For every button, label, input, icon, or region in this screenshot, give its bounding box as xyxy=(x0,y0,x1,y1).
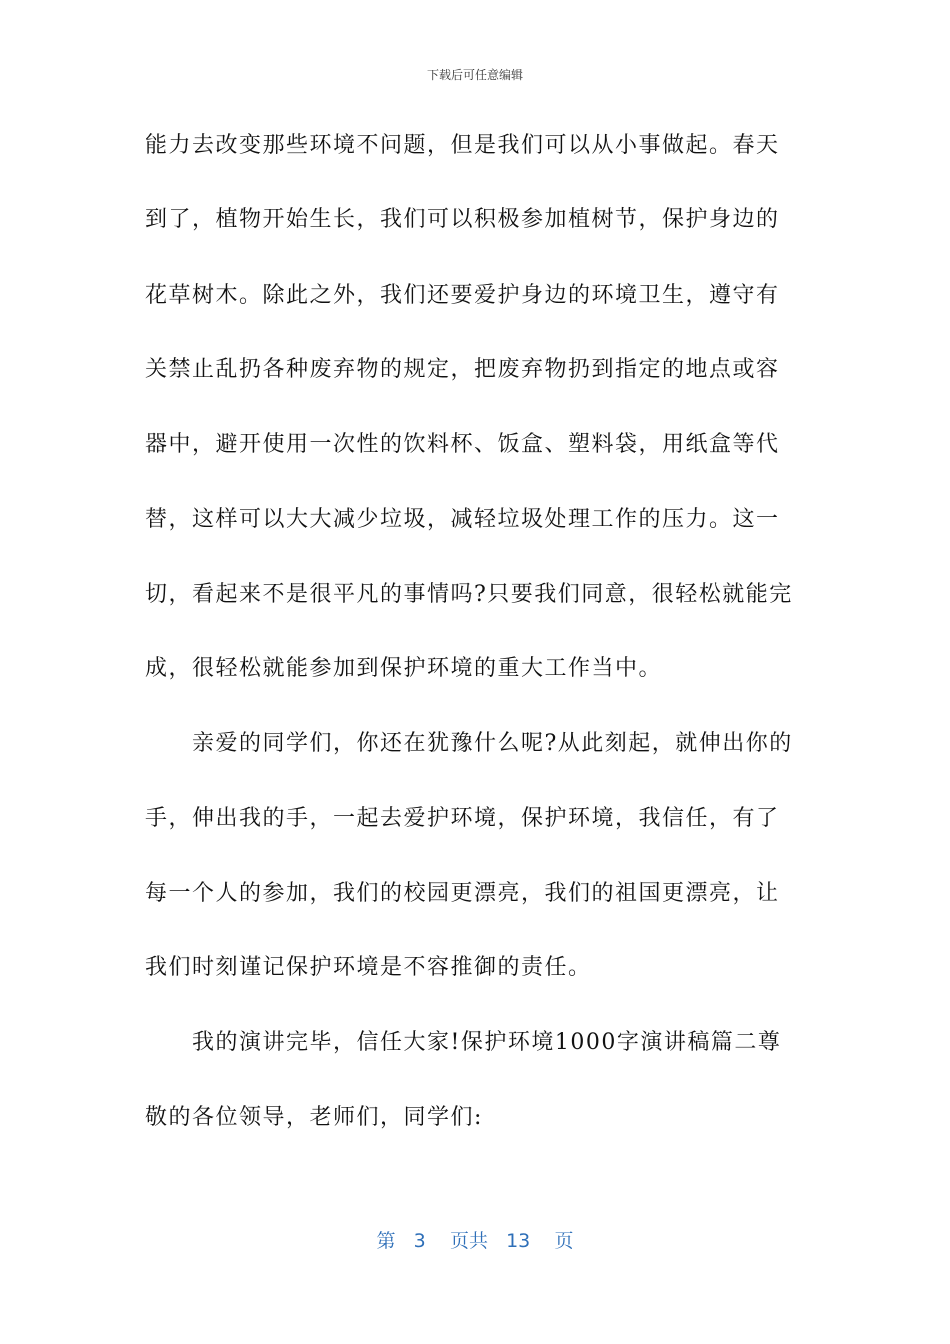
paragraph-line: 成，很轻松就能参加到保护环境的重大工作当中。 xyxy=(145,656,663,681)
paragraph-line: 关禁止乱扔各种废弃物的规定，把废弃物扔到指定的地点或容 xyxy=(145,357,780,382)
footer-suffix: 页 xyxy=(554,1230,574,1252)
header-note: 下载后可任意编辑 xyxy=(426,68,523,82)
paragraph-line: 到了，植物开始生长，我们可以积极参加植树节，保护身边的 xyxy=(145,207,780,232)
paragraph-line: 敬的各位领导，老师们，同学们: xyxy=(145,1105,483,1130)
paragraph-line: 手，伸出我的手，一起去爱护环境，保护环境，我信任，有了 xyxy=(145,806,780,831)
page-footer xyxy=(0,1226,950,1253)
paragraph-line: 花草树木。除此之外，我们还要爱护身边的环境卫生，遵守有 xyxy=(145,283,780,308)
paragraph-line: 亲爱的同学们，你还在犹豫什么呢?从此刻起，就伸出你的 xyxy=(192,731,793,756)
footer-total-pages: 13 xyxy=(506,1230,531,1252)
paragraph-line: 我的演讲完毕，信任大家!保护环境1000字演讲稿篇二尊 xyxy=(192,1030,782,1055)
paragraph-line: 每一个人的参加，我们的校园更漂亮，我们的祖国更漂亮，让 xyxy=(145,881,780,906)
footer-prefix: 第 xyxy=(376,1230,396,1252)
paragraph-line: 器中，避开使用一次性的饮料杯、饭盒、塑料袋，用纸盒等代 xyxy=(145,432,780,457)
paragraph-line: 我们时刻谨记保护环境是不容推御的责任。 xyxy=(145,955,592,980)
footer-middle: 页共 xyxy=(449,1230,488,1252)
footer-page-number: 3 xyxy=(413,1230,426,1252)
paragraph-line: 切，看起来不是很平凡的事情吗?只要我们同意，很轻松就能完 xyxy=(145,582,793,607)
paragraph-line: 能力去改变那些环境不问题，但是我们可以从小事做起。春天 xyxy=(145,133,780,158)
paragraph-line: 替，这样可以大大减少垃圾，减轻垃圾处理工作的压力。这一 xyxy=(145,507,780,532)
